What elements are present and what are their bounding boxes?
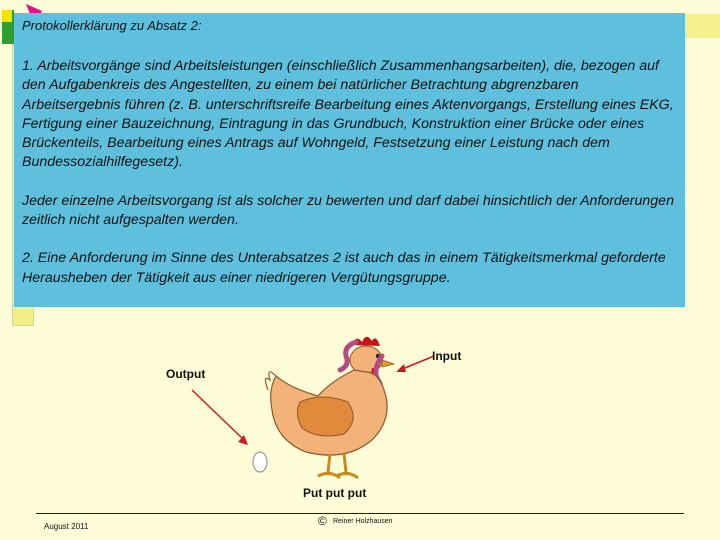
- egg-icon: [253, 452, 267, 472]
- callout-paragraph-2: Jeder einzelne Arbeitsvorgang ist als solcher zu bewerten und darf dabei hinsichtlich der Anforderungen zeitlich nicht aufgespalten werden.: [22, 192, 674, 229]
- callout-paragraph-3: 2. Eine Anforderung im Sinne des Unterabsatzes 2 ist auch das in einem Tätigkeitsmerkmal geforderte Herausheben der Tätigkeit aus einer niedrigeren Vergütungsgruppe.: [22, 250, 666, 286]
- output-arrow: [192, 390, 248, 445]
- input-label: Input: [432, 349, 462, 363]
- callout-heading: Protokollerklärung zu Absatz 2:: [22, 18, 202, 33]
- input-arrow: [396, 356, 434, 372]
- hen-caption: Put put put: [303, 486, 367, 500]
- hen-body: [265, 370, 387, 478]
- output-label: Output: [166, 367, 206, 381]
- footer-divider: [36, 513, 684, 514]
- footer-date: August 2011: [44, 522, 89, 531]
- footer-author: Reiner Holzhausen: [333, 518, 393, 525]
- callout-paragraph-1: 1. Arbeitsvorgänge sind Arbeitsleistungen (einschließlich Zusammenhangsarbeiten), die, bezogen auf den Aufgabenkreis des Angestellten, zu einem bei natürlicher Betrachtung abgrenzbaren Arbeitsergebnis führen (z. B. unterschriftsreife Bearbeitung eines Aktenvorgangs, Erstellung eines EKG, Fertigung einer Bauzeichnung, Eintragung in das Grundbuch, Konstruktion einer Brücke oder eines Brückenteils, Bearbeitung eines Antrags auf Wohngeld, Festsetzung einer Leistung nach dem Bundessozialhilfegesetz).: [22, 58, 674, 171]
- copyright-icon: ©: [318, 514, 327, 528]
